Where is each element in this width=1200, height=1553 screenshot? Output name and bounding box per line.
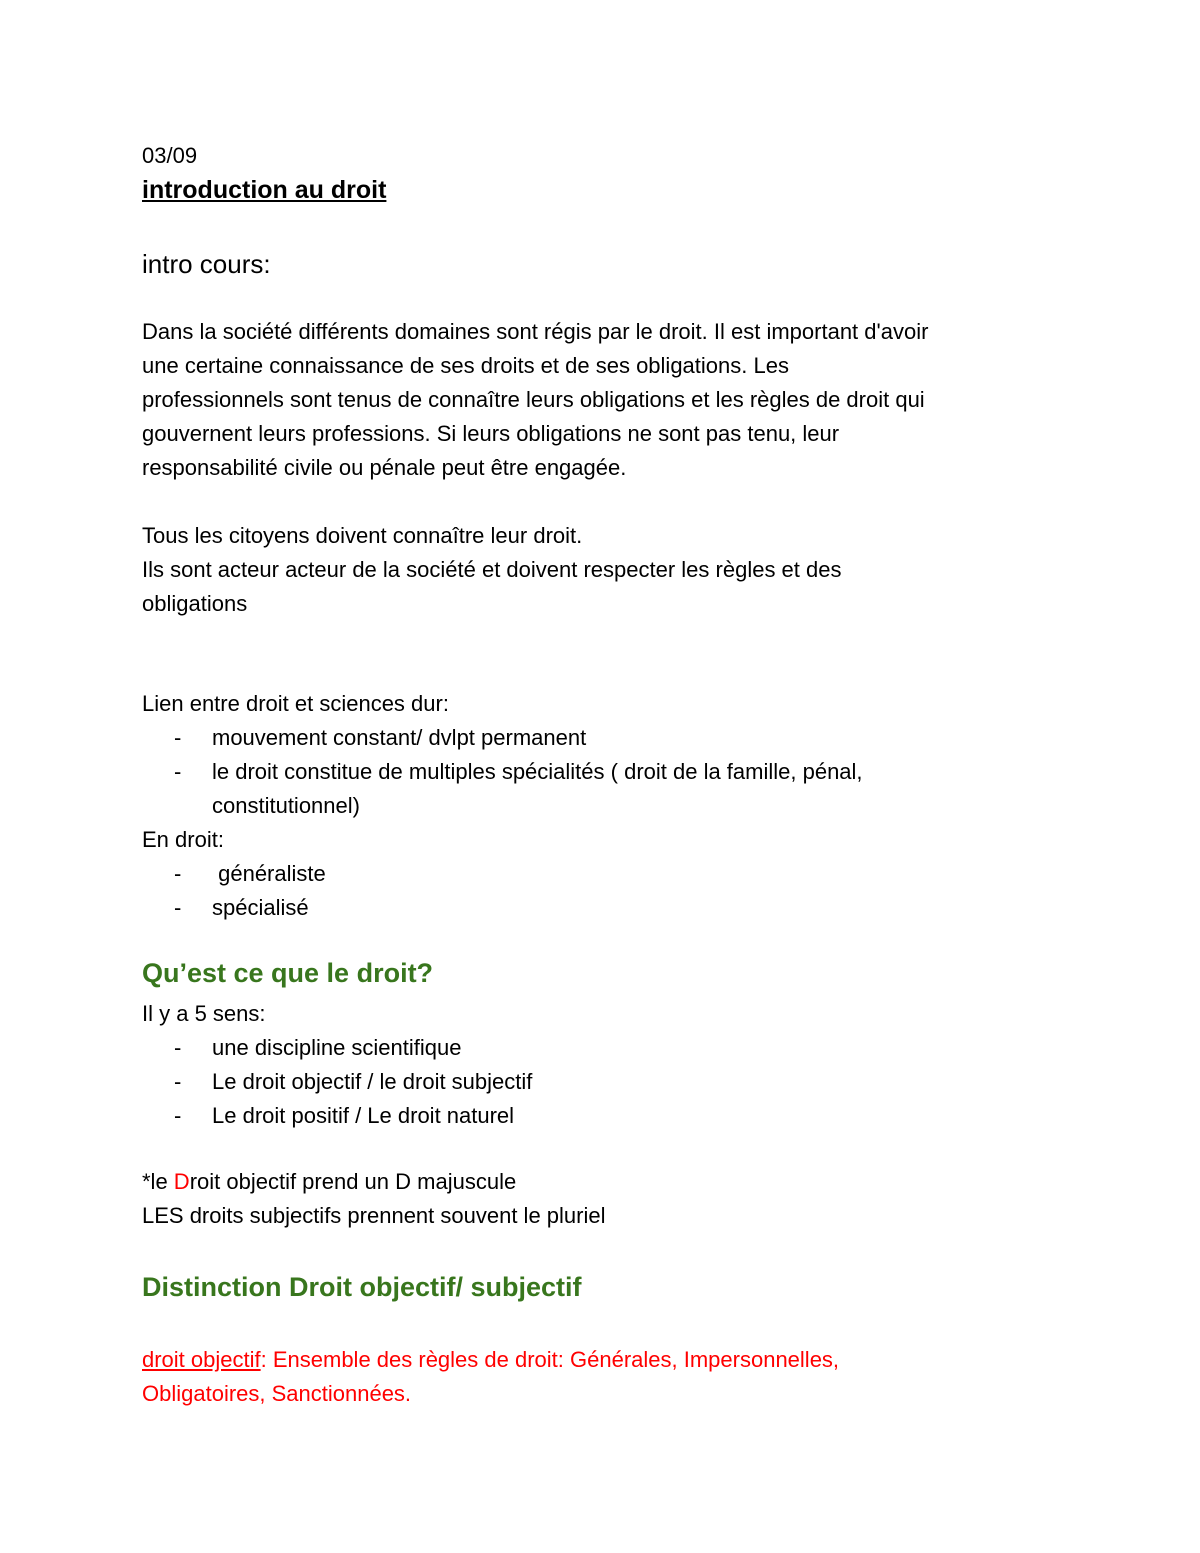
paragraph-1-line: gouvernent leurs professions. Si leurs obligations ne sont pas tenu, leur bbox=[142, 421, 840, 446]
list-item-text: spécialisé bbox=[212, 895, 309, 920]
list-item-text: Le droit positif / Le droit naturel bbox=[212, 1103, 515, 1128]
list-item bbox=[174, 758, 863, 786]
bullet-dash: - bbox=[174, 759, 182, 784]
list-item-continuation bbox=[174, 792, 360, 820]
paragraph-2-line: Ils sont acteur acteur de la société et doivent respecter les règles et des bbox=[142, 557, 842, 582]
definition-term: droit objectif bbox=[142, 1347, 261, 1372]
note-line-2: LES droits subjectifs prennent souvent le pluriel bbox=[142, 1203, 606, 1228]
definition-line bbox=[142, 1346, 839, 1374]
bullet-dash: - bbox=[174, 1103, 182, 1128]
bullet-dash: - bbox=[174, 1069, 182, 1094]
note-red-letter: D bbox=[173, 1169, 190, 1194]
en-droit-label: En droit: bbox=[142, 827, 224, 852]
document-title: introduction au droit bbox=[142, 176, 387, 204]
list-item-text: une discipline scientifique bbox=[212, 1035, 462, 1060]
list-item bbox=[174, 894, 309, 922]
paragraph-1-line: une certaine connaissance de ses droits et de ses obligations. Les bbox=[142, 353, 789, 378]
definition-text: : Ensemble des règles de droit: Générales, Impersonnelles, bbox=[260, 1347, 840, 1372]
bullet-dash: - bbox=[174, 895, 182, 920]
paragraph-2-line: obligations bbox=[142, 591, 248, 616]
note-prefix: *le bbox=[142, 1169, 174, 1194]
paragraph-1-line: professionnels sont tenus de connaître leurs obligations et les règles de droit qui bbox=[142, 387, 925, 412]
bullet-dash: - bbox=[174, 725, 182, 750]
list-item-text: Le droit objectif / le droit subjectif bbox=[212, 1069, 533, 1094]
lien-label: Lien entre droit et sciences dur: bbox=[142, 691, 449, 716]
list-item bbox=[174, 1034, 462, 1062]
paragraph-1-line: responsabilité civile ou pénale peut être engagée. bbox=[142, 455, 627, 480]
note-line bbox=[142, 1168, 516, 1196]
course-intro-heading: intro cours: bbox=[142, 249, 271, 279]
list-item-text: le droit constitue de multiples spécialités ( droit de la famille, pénal, bbox=[212, 759, 863, 784]
section-heading: Qu’est ce que le droit? bbox=[142, 958, 434, 988]
list-item-text: mouvement constant/ dvlpt permanent bbox=[212, 725, 587, 750]
note-suffix: roit objectif prend un D majuscule bbox=[189, 1169, 517, 1194]
list-item bbox=[174, 1068, 532, 1096]
list-item bbox=[174, 1102, 514, 1130]
definition-line-2: Obligatoires, Sanctionnées. bbox=[142, 1381, 412, 1406]
section-heading: Distinction Droit objectif/ subjectif bbox=[142, 1272, 582, 1302]
list-item bbox=[174, 724, 586, 752]
bullet-dash: - bbox=[174, 861, 182, 886]
section-intro: Il y a 5 sens: bbox=[142, 1001, 266, 1026]
list-item-text: généraliste bbox=[212, 861, 326, 886]
date: 03/09 bbox=[142, 143, 198, 168]
list-item bbox=[174, 860, 326, 888]
bullet-dash: - bbox=[174, 1035, 182, 1060]
paragraph-2-line: Tous les citoyens doivent connaître leur droit. bbox=[142, 523, 583, 548]
paragraph-1-line: Dans la société différents domaines sont régis par le droit. Il est important d'avoir bbox=[142, 319, 929, 344]
list-item-text: constitutionnel) bbox=[212, 793, 360, 818]
